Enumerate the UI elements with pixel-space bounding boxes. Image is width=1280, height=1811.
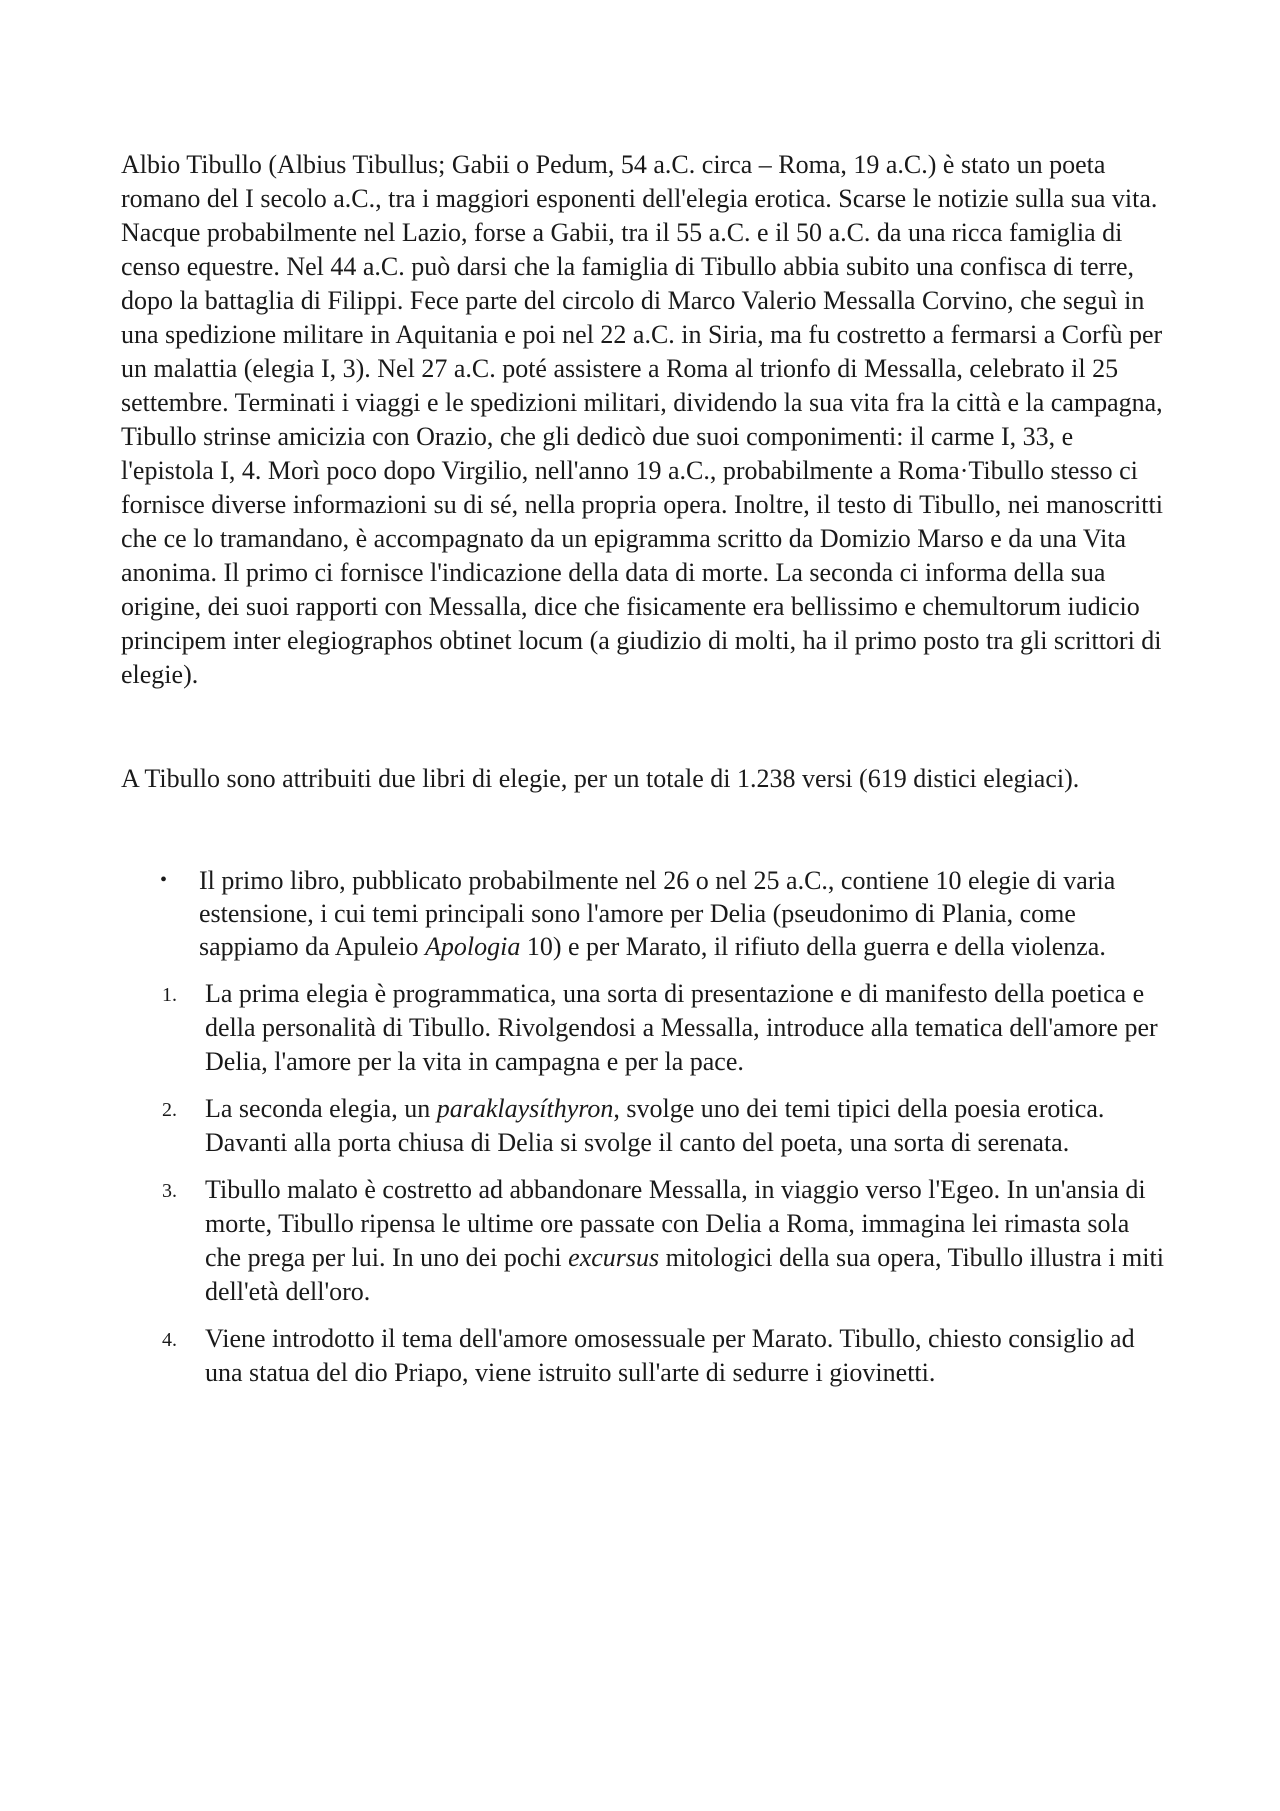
list-item [121, 1173, 1171, 1309]
list-item [121, 864, 1171, 963]
numbered-list [121, 977, 1171, 1390]
document-page [121, 148, 1171, 1403]
item-text: La seconda elegia, un [205, 1094, 437, 1123]
bullet-text: Il primo libro, pubblicato probabilmente nel 26 o nel 25 a.C., contiene 10 elegie di varia estensione, i cui temi principali sono l'amore per Delia (pseudonimo di Plania, come sappiamo da Apuleio [199, 866, 1116, 961]
item-text-after: , svolge uno dei temi tipici della poesia erotica. Davanti alla porta chiusa di Delia si svolge il canto del poeta, una sorta di serenata. [205, 1094, 1105, 1157]
bullet-italic: Apologia [425, 932, 521, 961]
books-paragraph: A Tibullo sono attribuiti due libri di elegie, per un totale di 1.238 versi (619 distici elegiaci). [121, 764, 1080, 793]
item-text: La prima elegia è programmatica, una sorta di presentazione e di manifesto della poetica e della personalità di Tibullo. Rivolgendosi a Messalla, introduce alla tematica dell'amore per Delia, l'amore per la vita in campagna e per la pace. [205, 979, 1158, 1076]
bullet-marker: • [160, 869, 168, 891]
item-text-after: mitologici della sua opera, Tibullo illustra i miti dell'età dell'oro. [205, 1243, 1164, 1306]
bullet-list [121, 864, 1171, 963]
item-italic: paraklaysíthyron [436, 1094, 614, 1123]
list-number: 3. [162, 1180, 177, 1202]
list-number: 1. [162, 984, 177, 1006]
list-item [121, 1092, 1171, 1160]
item-text: Tibullo malato è costretto ad abbandonare Messalla, in viaggio verso l'Egeo. In un'ansia di morte, Tibullo ripensa le ultime ore passate con Delia a Roma, immagina lei rimasta sola che prega per lui. In uno dei pochi [205, 1175, 1146, 1272]
bullet-text-after: 10) e per Marato, il rifiuto della guerra e della violenza. [520, 932, 1106, 961]
list-number: 4. [162, 1329, 177, 1351]
list-number: 2. [162, 1099, 177, 1121]
intro-paragraph: Albio Tibullo (Albius Tibullus; Gabii o Pedum, 54 a.C. circa – Roma, 19 a.C.) è stato un poeta romano del I secolo a.C., tra i maggiori esponenti dell'elegia erotica. Scarse le notizie sulla sua vita. Nacque probabilmente nel Lazio, forse a Gabii, tra il 55 a.C. e il 50 a.C. da una ricca famiglia di censo equestre. Nel 44 a.C. può darsi che la famiglia di Tibullo abbia subito una confisca di terre, dopo la battaglia di Filippi. Fece parte del circolo di Marco Valerio Messalla Corvino, che seguì in una spedizione militare in Aquitania e poi nel 22 a.C. in Siria, ma fu costretto a fermarsi a Corfù per un malattia (elegia I, 3). Nel 27 a.C. poté assistere a Roma al trionfo di Messalla, celebrato il 25 settembre. Terminati i viaggi e le spedizioni militari, dividendo la sua vita fra la città e la campagna, Tibullo strinse amicizia con Orazio, che gli dedicò due suoi componimenti: il carme I, 33, e l'epistola I, 4. Morì poco dopo Virgilio, nell'anno 19 a.C., probabilmente a Roma·Tibullo stesso ci fornisce diverse informazioni su di sé, nella propria opera. Inoltre, il testo di Tibullo, nei manoscritti che ce lo tramandano, è accompagnato da un epigramma scritto da Domizio Marso e da una Vita anonima. Il primo ci fornisce l'indicazione della data di morte. La seconda ci informa della sua origine, dei suoi rapporti con Messalla, dice che fisicamente era bellissimo e chemultorum iudicio principem inter elegiographos obtinet locum (a giudizio di molti, ha il primo posto tra gli scrittori di elegie). [121, 150, 1163, 689]
item-text: Viene introdotto il tema dell'amore omosessuale per Marato. Tibullo, chiesto consiglio ad una statua del dio Priapo, viene istruito sull'arte di sedurre i giovinetti. [205, 1324, 1135, 1387]
list-item [121, 1322, 1171, 1390]
item-italic: excursus [568, 1243, 660, 1272]
list-item [121, 977, 1171, 1079]
